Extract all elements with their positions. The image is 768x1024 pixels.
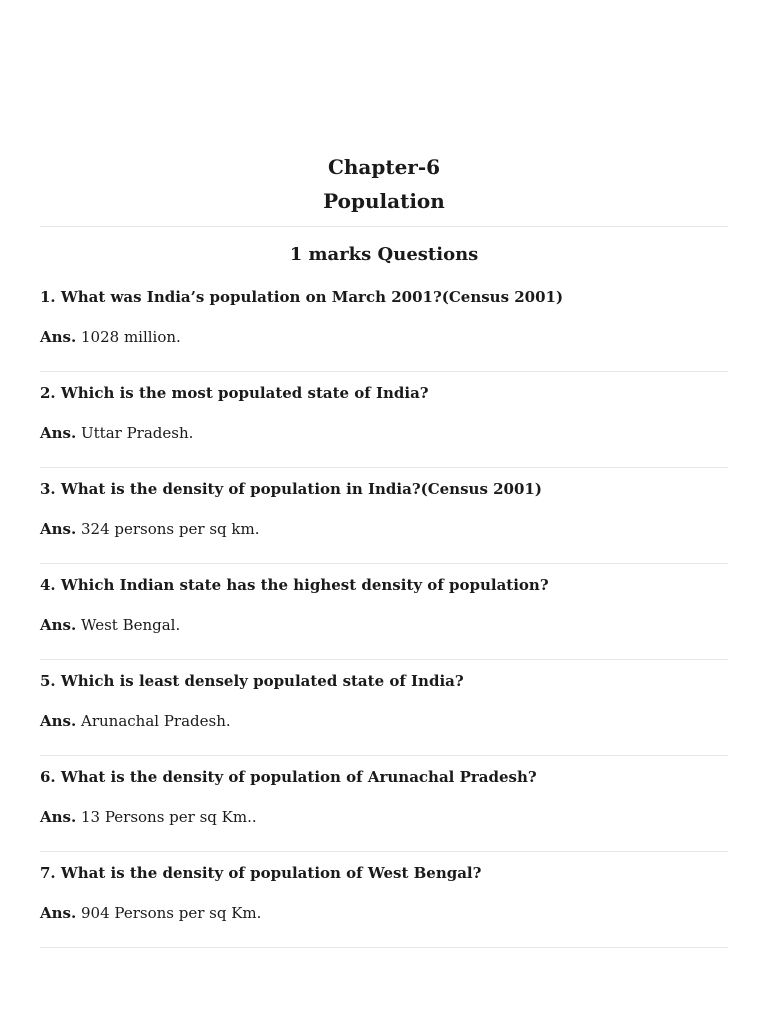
chapter-subtitle: Population — [323, 189, 445, 213]
answer-text: 13 Persons per sq Km.. — [81, 808, 257, 826]
qa-item — [40, 852, 728, 948]
section-title: 1 marks Questions — [289, 244, 479, 265]
answer-line — [40, 518, 259, 540]
answer-prefix: Ans. — [40, 328, 77, 346]
chapter-title: Chapter-6 — [327, 155, 441, 179]
answer-text: West Bengal. — [81, 616, 181, 634]
answer-prefix: Ans. — [40, 808, 77, 826]
answer-text: 904 Persons per sq Km. — [81, 904, 262, 922]
answer-line — [40, 326, 181, 348]
qa-item — [40, 276, 728, 372]
qa-item — [40, 660, 728, 756]
chapter-header — [40, 150, 728, 218]
answer-prefix: Ans. — [40, 712, 77, 730]
answer-line — [40, 806, 257, 828]
question-text: 3. What is the density of population in India?(Census 2001) — [40, 480, 542, 498]
question-text: 4. Which Indian state has the highest density of population? — [40, 576, 549, 594]
qa-item — [40, 372, 728, 468]
answer-line — [40, 710, 231, 732]
answer-line — [40, 422, 193, 444]
question-text: 6. What is the density of population of Arunachal Pradesh? — [40, 768, 537, 786]
answer-text: Uttar Pradesh. — [81, 424, 194, 442]
answer-line — [40, 614, 180, 636]
question-text: 1. What was India’s population on March 2001?(Census 2001) — [40, 288, 564, 306]
question-text: 7. What is the density of population of West Bengal? — [40, 864, 482, 882]
header-divider — [40, 226, 728, 227]
question-text: 2. Which is the most populated state of India? — [40, 384, 429, 402]
qa-item — [40, 564, 728, 660]
document-page — [40, 0, 728, 948]
answer-text: Arunachal Pradesh. — [81, 712, 231, 730]
answer-prefix: Ans. — [40, 520, 77, 538]
answer-line — [40, 902, 261, 924]
qa-list — [40, 276, 728, 948]
answer-text: 1028 million. — [81, 328, 181, 346]
question-text: 5. Which is least densely populated state of India? — [40, 672, 464, 690]
answer-text: 324 persons per sq km. — [81, 520, 260, 538]
qa-item — [40, 468, 728, 564]
qa-item — [40, 756, 728, 852]
answer-prefix: Ans. — [40, 616, 77, 634]
answer-prefix: Ans. — [40, 424, 77, 442]
answer-prefix: Ans. — [40, 904, 77, 922]
